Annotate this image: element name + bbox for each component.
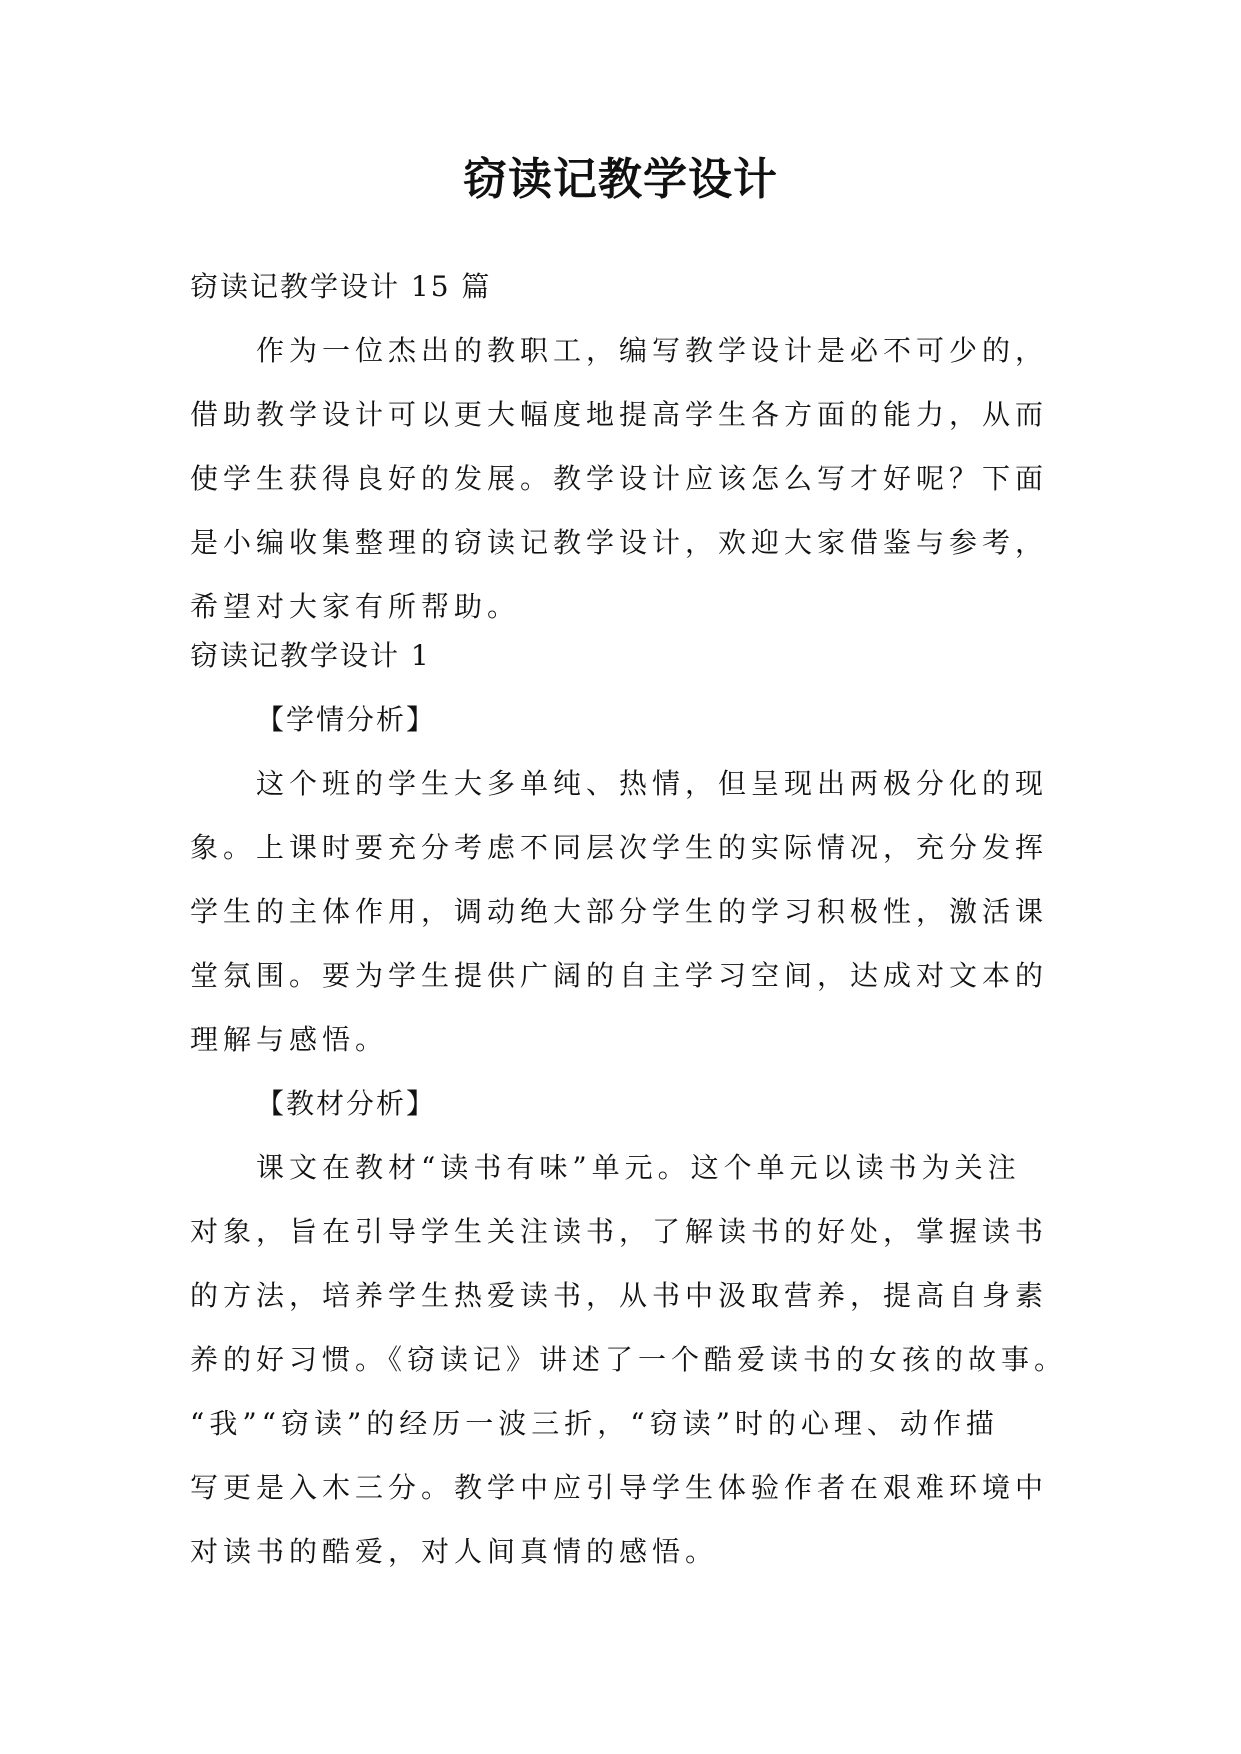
jiaocai-line-4: 养的好习惯。《窃读记》讲述了一个酷爱读书的女孩的故事。 [190,1343,1068,1376]
intro-line-5: 希望对大家有所帮助。 [190,590,521,623]
jiaocai-label: 【教材分析】 [256,1087,437,1120]
xueqing-line-1: 这个班的学生大多单纯、热情，但呈现出两极分化的现 [256,767,1049,800]
jiaocai-line-7: 对读书的酷爱，对人间真情的感悟。 [190,1535,719,1568]
xueqing-line-3: 学生的主体作用，调动绝大部分学生的学习积极性，激活课 [190,895,1049,928]
jiaocai-line-6: 写更是入木三分。教学中应引导学生体验作者在艰难环境中 [190,1471,1049,1504]
section-1-heading: 窃读记教学设计 1 [190,639,431,672]
document-subtitle: 窃读记教学设计 15 篇 [190,270,492,303]
jiaocai-line-2: 对象，旨在引导学生关注读书，了解读书的好处，掌握读书 [190,1215,1049,1248]
jiaocai-line-5: “我”“窃读”的经历一波三折，“窃读”时的心理、动作描 [190,1407,999,1440]
intro-line-3: 使学生获得良好的发展。教学设计应该怎么写才好呢？下面 [190,462,1049,495]
intro-line-2: 借助教学设计可以更大幅度地提高学生各方面的能力，从而 [190,398,1049,431]
xueqing-line-2: 象。上课时要充分考虑不同层次学生的实际情况，充分发挥 [190,831,1049,864]
intro-section [190,255,1090,639]
jiaocai-line-3: 的方法，培养学生热爱读书，从书中汲取营养，提高自身素 [190,1279,1049,1312]
xueqing-line-5: 理解与感悟。 [190,1023,389,1056]
section-1 [190,624,1090,1584]
xueqing-label: 【学情分析】 [256,703,437,736]
xueqing-line-4: 堂氛围。要为学生提供广阔的自主学习空间，达成对文本的 [190,959,1049,992]
intro-line-1: 作为一位杰出的教职工，编写教学设计是必不可少的， [256,334,1049,367]
jiaocai-line-1: 课文在教材“读书有味”单元。这个单元以读书为关注 [256,1151,1021,1184]
document-title: 窃读记教学设计 [463,154,778,205]
intro-line-4: 是小编收集整理的窃读记教学设计，欢迎大家借鉴与参考， [190,526,1049,559]
